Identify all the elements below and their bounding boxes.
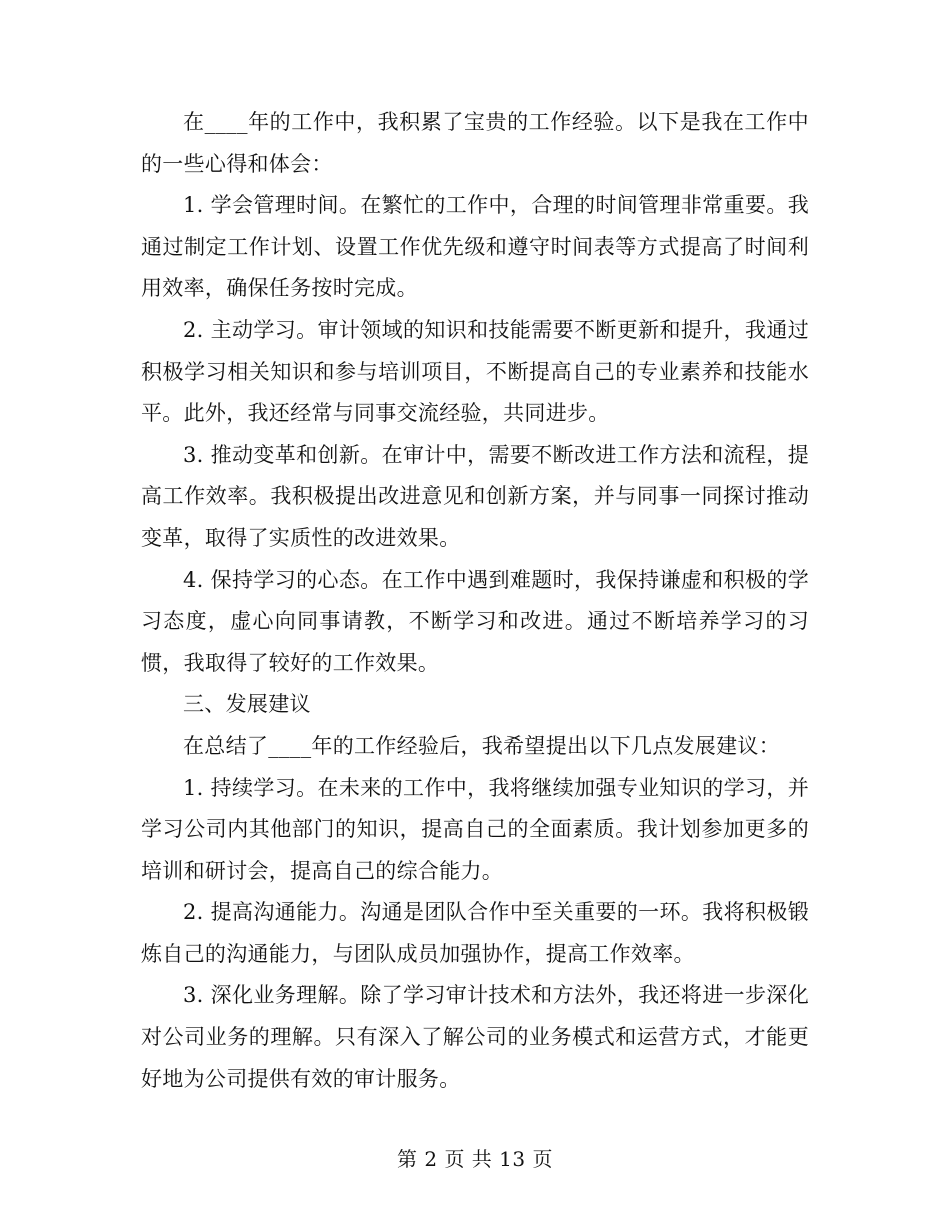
section-heading: 三、发展建议 <box>183 692 311 717</box>
suggestion-item-2: 2. 提高沟通能力。沟通是团队合作中至关重要的一环。我将积极锻炼自己的沟通能力，与团队成员加强协作，提高工作效率。 <box>141 900 809 966</box>
document-body <box>141 102 809 1100</box>
experience-item-3: 3. 推动变革和创新。在审计中，需要不断改进工作方法和流程，提高工作效率。我积极提出改进意见和创新方案，并与同事一同探讨推动变革，取得了实质性的改进效果。 <box>141 442 809 550</box>
experience-item-2: 2. 主动学习。审计领域的知识和技能需要不断更新和提升，我通过积极学习相关知识和参与培训项目，不断提高自己的专业素养和技能水平。此外，我还经常与同事交流经验，共同进步。 <box>141 317 809 426</box>
experience-item-4: 4. 保持学习的心态。在工作中遇到难题时，我保持谦虚和积极的学习态度，虚心向同事请教，不断学习和改进。通过不断培养学习的习惯，我取得了较好的工作效果。 <box>141 567 809 675</box>
suggestion-item-3: 3. 深化业务理解。除了学习审计技术和方法外，我还将进一步深化对公司业务的理解。只有深入了解公司的业务模式和运营方式，才能更好地为公司提供有效的审计服务。 <box>141 983 809 1091</box>
suggestion-item-1: 1. 持续学习。在未来的工作中，我将继续加强专业知识的学习，并学习公司内其他部门的知识，提高自己的全面素质。我计划参加更多的培训和研讨会，提高自己的综合能力。 <box>141 775 809 883</box>
suggestions-intro: 在总结了____年的工作经验后，我希望提出以下几点发展建议： <box>183 733 780 758</box>
intro-paragraph: 在____年的工作中，我积累了宝贵的工作经验。以下是我在工作中的一些心得和体会： <box>141 110 809 176</box>
page-number-footer: 第 2 页 共 13 页 <box>397 1147 553 1171</box>
experience-item-1: 1. 学会管理时间。在繁忙的工作中，合理的时间管理非常重要。我通过制定工作计划、设置工作优先级和遵守时间表等方式提高了时间利用效率，确保任务按时完成。 <box>141 193 809 301</box>
